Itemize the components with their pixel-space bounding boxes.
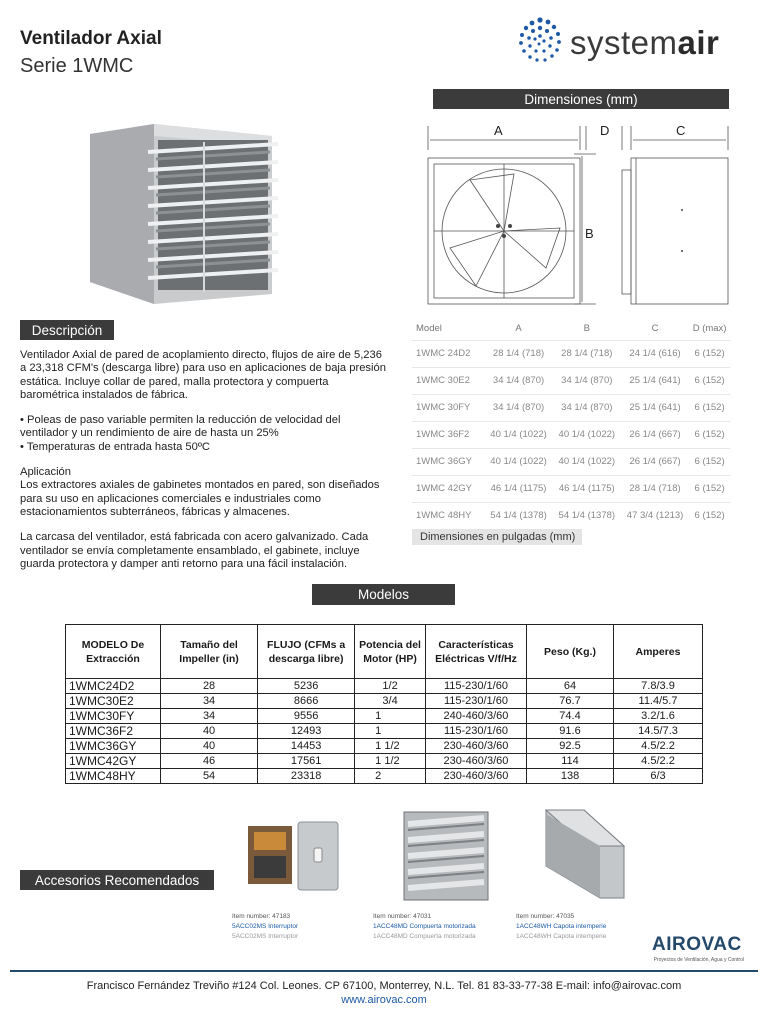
description-bullet-1: • Poleas de paso variable permiten la reducción de velocidad del ventilador y un rendimiento de aire de hasta un 25% <box>20 414 341 440</box>
footer-website-link[interactable]: www.airovac.com <box>341 994 427 1006</box>
table-cell: 115-230/1/60 <box>425 724 526 739</box>
table-cell: 5236 <box>258 679 355 694</box>
table-cell: 64 <box>527 679 614 694</box>
dimensions-table <box>412 318 730 529</box>
footer-divider <box>10 970 758 972</box>
dimensions-note: Dimensiones en pulgadas (mm) <box>412 529 582 545</box>
accessory-item-number: Item number: 47031 <box>373 913 432 920</box>
table-row <box>66 724 703 739</box>
dim-label-d: D <box>600 123 610 138</box>
table-cell: 1 <box>355 724 426 739</box>
accessory-name-grey: 5ACC02MS Interruptor <box>232 933 299 940</box>
models-header-weight: Peso (Kg.) <box>527 625 614 679</box>
accessory-item-number: Item number: 47035 <box>516 913 575 920</box>
table-cell: 1WMC36F2 <box>66 724 161 739</box>
table-row <box>412 367 730 394</box>
table-cell: 40 1/4 (1022) <box>484 448 552 475</box>
table-cell: 1 1/2 <box>355 754 426 769</box>
table-cell: 1WMC 30FY <box>412 394 484 421</box>
table-cell: 47 3/4 (1213) <box>621 502 689 529</box>
table-row <box>412 340 730 367</box>
table-cell: 26 1/4 (667) <box>621 448 689 475</box>
table-cell: 54 1/4 (1378) <box>484 502 552 529</box>
table-cell: 6 (152) <box>689 448 730 475</box>
page-subtitle: Serie 1WMC <box>20 55 134 77</box>
housing-text: La carcasa del ventilador, está fabricada con acero galvanizado. Cada ventilador se envía completamente ensamblado, el gabinete, incluye guarda protectora y damper anti retorno para una fácil instalación. <box>20 531 369 570</box>
table-cell: 34 1/4 (870) <box>484 394 552 421</box>
table-cell: 1WMC 48HY <box>412 502 484 529</box>
dim-header-c: C <box>651 323 659 335</box>
table-cell: 230-460/3/60 <box>425 754 526 769</box>
dim-label-a: A <box>494 123 503 138</box>
table-cell: 6 (152) <box>689 502 730 529</box>
table-cell: 92.5 <box>527 739 614 754</box>
accessory-name: 1ACC48MD Compuerta motorizada <box>373 923 476 930</box>
dim-label-c: C <box>676 123 686 138</box>
table-cell: 8666 <box>258 694 355 709</box>
table-cell: 4.5/2.2 <box>613 754 702 769</box>
dim-header-b: B <box>583 323 590 335</box>
systemair-logo <box>514 14 744 66</box>
table-cell: 1 <box>355 709 426 724</box>
airovac-logo <box>652 934 744 966</box>
dim-header-a: A <box>515 323 522 335</box>
table-cell: 2 <box>355 769 426 784</box>
table-cell: 1WMC30E2 <box>66 694 161 709</box>
table-cell: 1WMC48HY <box>66 769 161 784</box>
table-row <box>66 739 703 754</box>
table-row <box>412 475 730 502</box>
table-cell: 40 <box>161 739 258 754</box>
accessory-caption-1 <box>232 912 362 942</box>
accessory-name: 5ACC02MS Interruptor <box>232 923 299 930</box>
table-cell: 46 1/4 (1175) <box>484 475 552 502</box>
table-cell: 23318 <box>258 769 355 784</box>
models-header-electrical: Características Eléctricas V/f/Hz <box>425 625 526 679</box>
table-cell: 91.6 <box>527 724 614 739</box>
models-header-flow: FLUJO (CFMs a descarga libre) <box>258 625 355 679</box>
table-cell: 6 (152) <box>689 367 730 394</box>
table-cell: 28 1/4 (718) <box>553 340 621 367</box>
table-cell: 34 <box>161 694 258 709</box>
weather-hood-image <box>540 806 630 904</box>
table-cell: 9556 <box>258 709 355 724</box>
table-cell: 1 1/2 <box>355 739 426 754</box>
table-cell: 1WMC36GY <box>66 739 161 754</box>
table-cell: 3.2/1.6 <box>613 709 702 724</box>
table-cell: 40 1/4 (1022) <box>553 421 621 448</box>
table-cell: 54 1/4 (1378) <box>553 502 621 529</box>
table-cell: 12493 <box>258 724 355 739</box>
table-cell: 1WMC42GY <box>66 754 161 769</box>
table-cell: 28 <box>161 679 258 694</box>
dim-header-d: D (max) <box>692 323 727 335</box>
description-bullet-2: • Temperaturas de entrada hasta 50ºC <box>20 440 211 453</box>
description-intro: Ventilador Axial de pared de acoplamiento directo, flujos de aire de 5,236 a 23,318 CFM's (descarga libre) para uso en aplicaciones de baja presión estática. Incluye collar de pared, malla protectora y compuerta barométrica instalados de fábrica. <box>20 349 386 401</box>
systemair-wordmark: systemair <box>570 24 720 61</box>
dimensions-heading: Dimensiones (mm) <box>433 89 729 109</box>
table-cell: 6 (152) <box>689 340 730 367</box>
table-cell: 230-460/3/60 <box>425 739 526 754</box>
damper-image <box>396 806 496 906</box>
table-row <box>66 754 703 769</box>
accessory-name: 1ACC48WH Capota intemperie <box>516 923 607 930</box>
table-cell: 46 <box>161 754 258 769</box>
table-cell: 40 1/4 (1022) <box>553 448 621 475</box>
table-cell: 115-230/1/60 <box>425 694 526 709</box>
table-cell: 26 1/4 (667) <box>621 421 689 448</box>
table-cell: 1WMC 30E2 <box>412 367 484 394</box>
accessory-caption-3 <box>516 912 646 942</box>
table-cell: 1WMC24D2 <box>66 679 161 694</box>
table-cell: 6/3 <box>613 769 702 784</box>
switch-image <box>242 818 346 894</box>
table-cell: 25 1/4 (641) <box>621 394 689 421</box>
accessories-heading: Accesorios Recomendados <box>20 870 214 890</box>
dimensions-drawing <box>410 118 740 314</box>
table-row <box>412 394 730 421</box>
table-cell: 7.8/3.9 <box>613 679 702 694</box>
table-cell: 25 1/4 (641) <box>621 367 689 394</box>
table-row <box>412 448 730 475</box>
models-header-power: Potencia del Motor (HP) <box>355 625 426 679</box>
table-cell: 230-460/3/60 <box>425 769 526 784</box>
description-text <box>20 349 390 583</box>
systemair-dots-icon <box>514 14 566 66</box>
models-header-model: MODELO De Extracción <box>66 625 161 679</box>
table-row <box>66 709 703 724</box>
table-cell: 1WMC30FY <box>66 709 161 724</box>
models-table <box>65 624 703 784</box>
product-image <box>84 122 284 307</box>
table-cell: 34 <box>161 709 258 724</box>
table-row <box>66 769 703 784</box>
models-heading: Modelos <box>312 584 455 605</box>
table-cell: 6 (152) <box>689 421 730 448</box>
footer-address: Francisco Fernández Treviño #124 Col. Leones. CP 67100, Monterrey, N.L. Tel. 81 83-33-77-38 E-mail: info@airovac.com <box>86 980 682 992</box>
models-header-impeller: Tamaño del Impeller (in) <box>161 625 258 679</box>
table-cell: 54 <box>161 769 258 784</box>
table-cell: 1WMC 24D2 <box>412 340 484 367</box>
table-cell: 74.4 <box>527 709 614 724</box>
table-cell: 1WMC 42GY <box>412 475 484 502</box>
table-cell: 40 1/4 (1022) <box>484 421 552 448</box>
dim-header-model: Model <box>416 323 442 335</box>
description-heading: Descripción <box>20 320 114 340</box>
accessory-name-grey: 1ACC48MD Compuerta motorizada <box>373 933 476 940</box>
table-cell: 14.5/7.3 <box>613 724 702 739</box>
table-cell: 24 1/4 (616) <box>621 340 689 367</box>
table-cell: 11.4/5.7 <box>613 694 702 709</box>
table-cell: 34 1/4 (870) <box>553 367 621 394</box>
models-header-amperes: Amperes <box>613 625 702 679</box>
table-cell: 6 (152) <box>689 475 730 502</box>
table-cell: 115-230/1/60 <box>425 679 526 694</box>
table-cell: 4.5/2.2 <box>613 739 702 754</box>
table-cell: 17561 <box>258 754 355 769</box>
accessory-name-grey: 1ACC48WH Capota intemperie <box>516 933 607 940</box>
table-cell: 34 1/4 (870) <box>553 394 621 421</box>
table-cell: 46 1/4 (1175) <box>553 475 621 502</box>
application-text: Los extractores axiales de gabinetes montados en pared, son diseñados para su uso en aplicaciones comerciales e industriales como estacionamientos subterráneos, fábricas y almacenes. <box>20 479 380 518</box>
table-cell: 1WMC 36GY <box>412 448 484 475</box>
page-title: Ventilador Axial <box>20 28 162 49</box>
application-heading: Aplicación <box>20 466 71 479</box>
table-cell: 14453 <box>258 739 355 754</box>
accessory-item-number: Item number: 47183 <box>232 913 291 920</box>
table-cell: 28 1/4 (718) <box>484 340 552 367</box>
table-cell: 114 <box>527 754 614 769</box>
table-cell: 76.7 <box>527 694 614 709</box>
table-cell: 34 1/4 (870) <box>484 367 552 394</box>
table-row <box>66 694 703 709</box>
table-cell: 3/4 <box>355 694 426 709</box>
table-row <box>412 502 730 529</box>
dim-label-b: B <box>585 226 594 241</box>
table-cell: 1/2 <box>355 679 426 694</box>
table-cell: 1WMC 36F2 <box>412 421 484 448</box>
table-row <box>66 679 703 694</box>
accessory-caption-2 <box>373 912 513 942</box>
airovac-tagline: Proyectos de Ventilación, Agua y Control <box>653 957 744 963</box>
table-cell: 40 <box>161 724 258 739</box>
table-row <box>412 421 730 448</box>
table-cell: 28 1/4 (718) <box>621 475 689 502</box>
table-cell: 240-460/3/60 <box>425 709 526 724</box>
table-cell: 6 (152) <box>689 394 730 421</box>
table-cell: 138 <box>527 769 614 784</box>
airovac-wordmark: AIROVAC <box>652 934 742 955</box>
